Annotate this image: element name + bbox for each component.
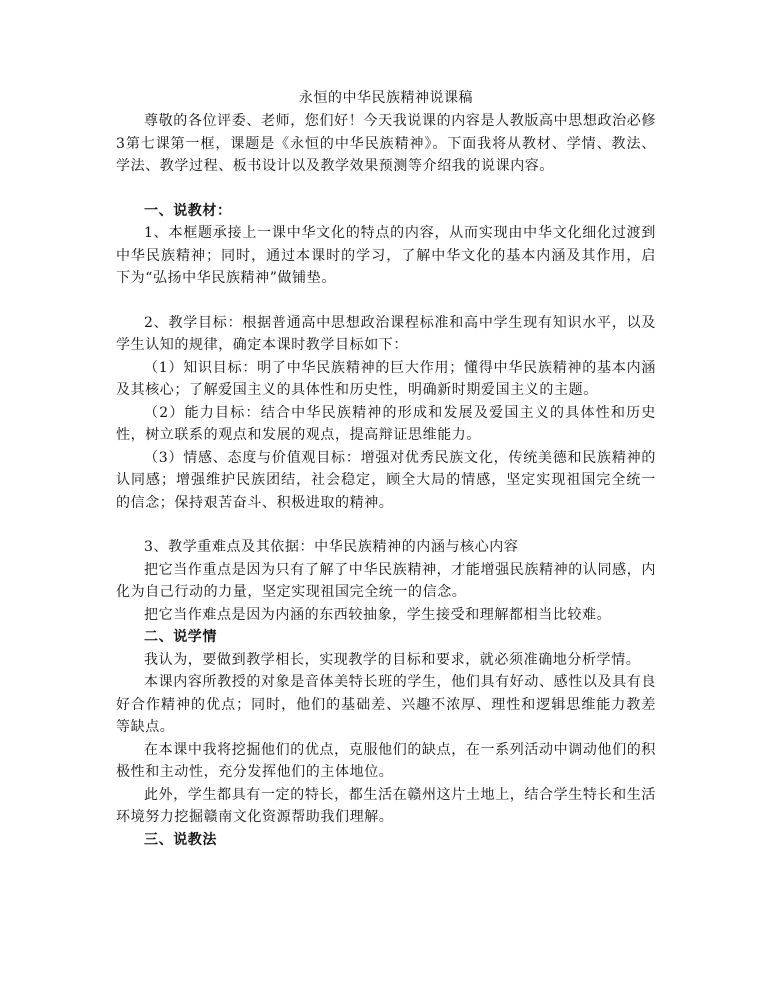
knowledge-goal-paragraph: （1）知识目标：明了中华民族精神的巨大作用；懂得中华民族精神的基本内涵及其核心；了解爱国主义的具体性和历史性，明确新时期爱国主义的主题。 bbox=[116, 359, 656, 398]
students-paragraph-1: 我认为，要做到教学相长，实现教学的目标和要求，就必须准确地分析学情。 bbox=[144, 651, 641, 668]
section-heading-students: 二、说学情 bbox=[144, 629, 217, 645]
teaching-goals-paragraph: 2、教学目标：根据普通高中思想政治课程标准和高中学生现有知识水平，以及学生认知的规律，确定本课时教学目标如下： bbox=[116, 314, 656, 353]
document-title: 永恒的中华民族精神说课稿 bbox=[299, 90, 473, 106]
key-point-reason-paragraph: 把它当作重点是因为只有了解了中华民族精神，才能增强民族精神的认同感，内化为自己行动的力量，坚定实现祖国完全统一的信念。 bbox=[116, 561, 656, 600]
spacer bbox=[116, 514, 656, 536]
ability-goal-paragraph: （2）能力目标：结合中华民族精神的形成和发展及爱国主义的具体性和历史性，树立联系的观点和发展的观点，提高辩证思维能力。 bbox=[116, 404, 656, 443]
students-paragraph-3: 在本课中我将挖掘他们的优点，克服他们的缺点，在一系列活动中调动他们的积极性和主动性，充分发挥他们的主体地位。 bbox=[116, 741, 656, 780]
students-paragraph-4: 此外，学生都具有一定的特长，都生活在赣州这片土地上，结合学生特长和生活环境努力挖掘赣南文化资源帮助我们理解。 bbox=[116, 786, 656, 825]
emotion-goal-paragraph: （3）情感、态度与价值观目标：增强对优秀民族文化，传统美德和民族精神的认同感；增强维护民族团结，社会稳定，顾全大局的情感，坚定实现祖国完全统一的信念；保持艰苦奋斗、积极进取的精神。 bbox=[116, 449, 656, 511]
students-paragraph-2: 本课内容所教授的对象是音体美特长班的学生，他们具有好动、感性以及具有良好合作精神的优点；同时，他们的基础差、兴趣不浓厚、理性和逻辑思维能力教差等缺点。 bbox=[116, 674, 656, 735]
textbook-paragraph-1: 1、本框题承接上一课中华文化的特点的内容，从而实现由中华文化细化过渡到中华民族精神；同时，通过本课时的学习，了解中华文化的基本内涵及其作用，启下为“弘扬中华民族精神”做铺垫。 bbox=[116, 225, 656, 286]
section-heading-textbook: 一、说教材： bbox=[144, 202, 232, 219]
intro-paragraph: 尊敬的各位评委、老师，您们好！今天我说课的内容是人教版高中思想政治必修3第七课第一框，课题是《永恒的中华民族精神》。下面我将从教材、学情、教法、学法、教学过程、板书设计以及教学效果预测等介绍我的说课内容。 bbox=[116, 113, 656, 174]
spacer bbox=[116, 290, 656, 312]
difficulty-reason-paragraph: 把它当作难点是因为内涵的东西较抽象，学生接受和理解都相当比较难。 bbox=[144, 606, 612, 623]
spacer bbox=[116, 178, 656, 200]
document-page bbox=[116, 88, 656, 851]
section-heading-methods: 三、说教法 bbox=[144, 831, 217, 848]
key-points-paragraph: 3、教学重难点及其依据：中华民族精神的内涵与核心内容 bbox=[144, 539, 519, 555]
